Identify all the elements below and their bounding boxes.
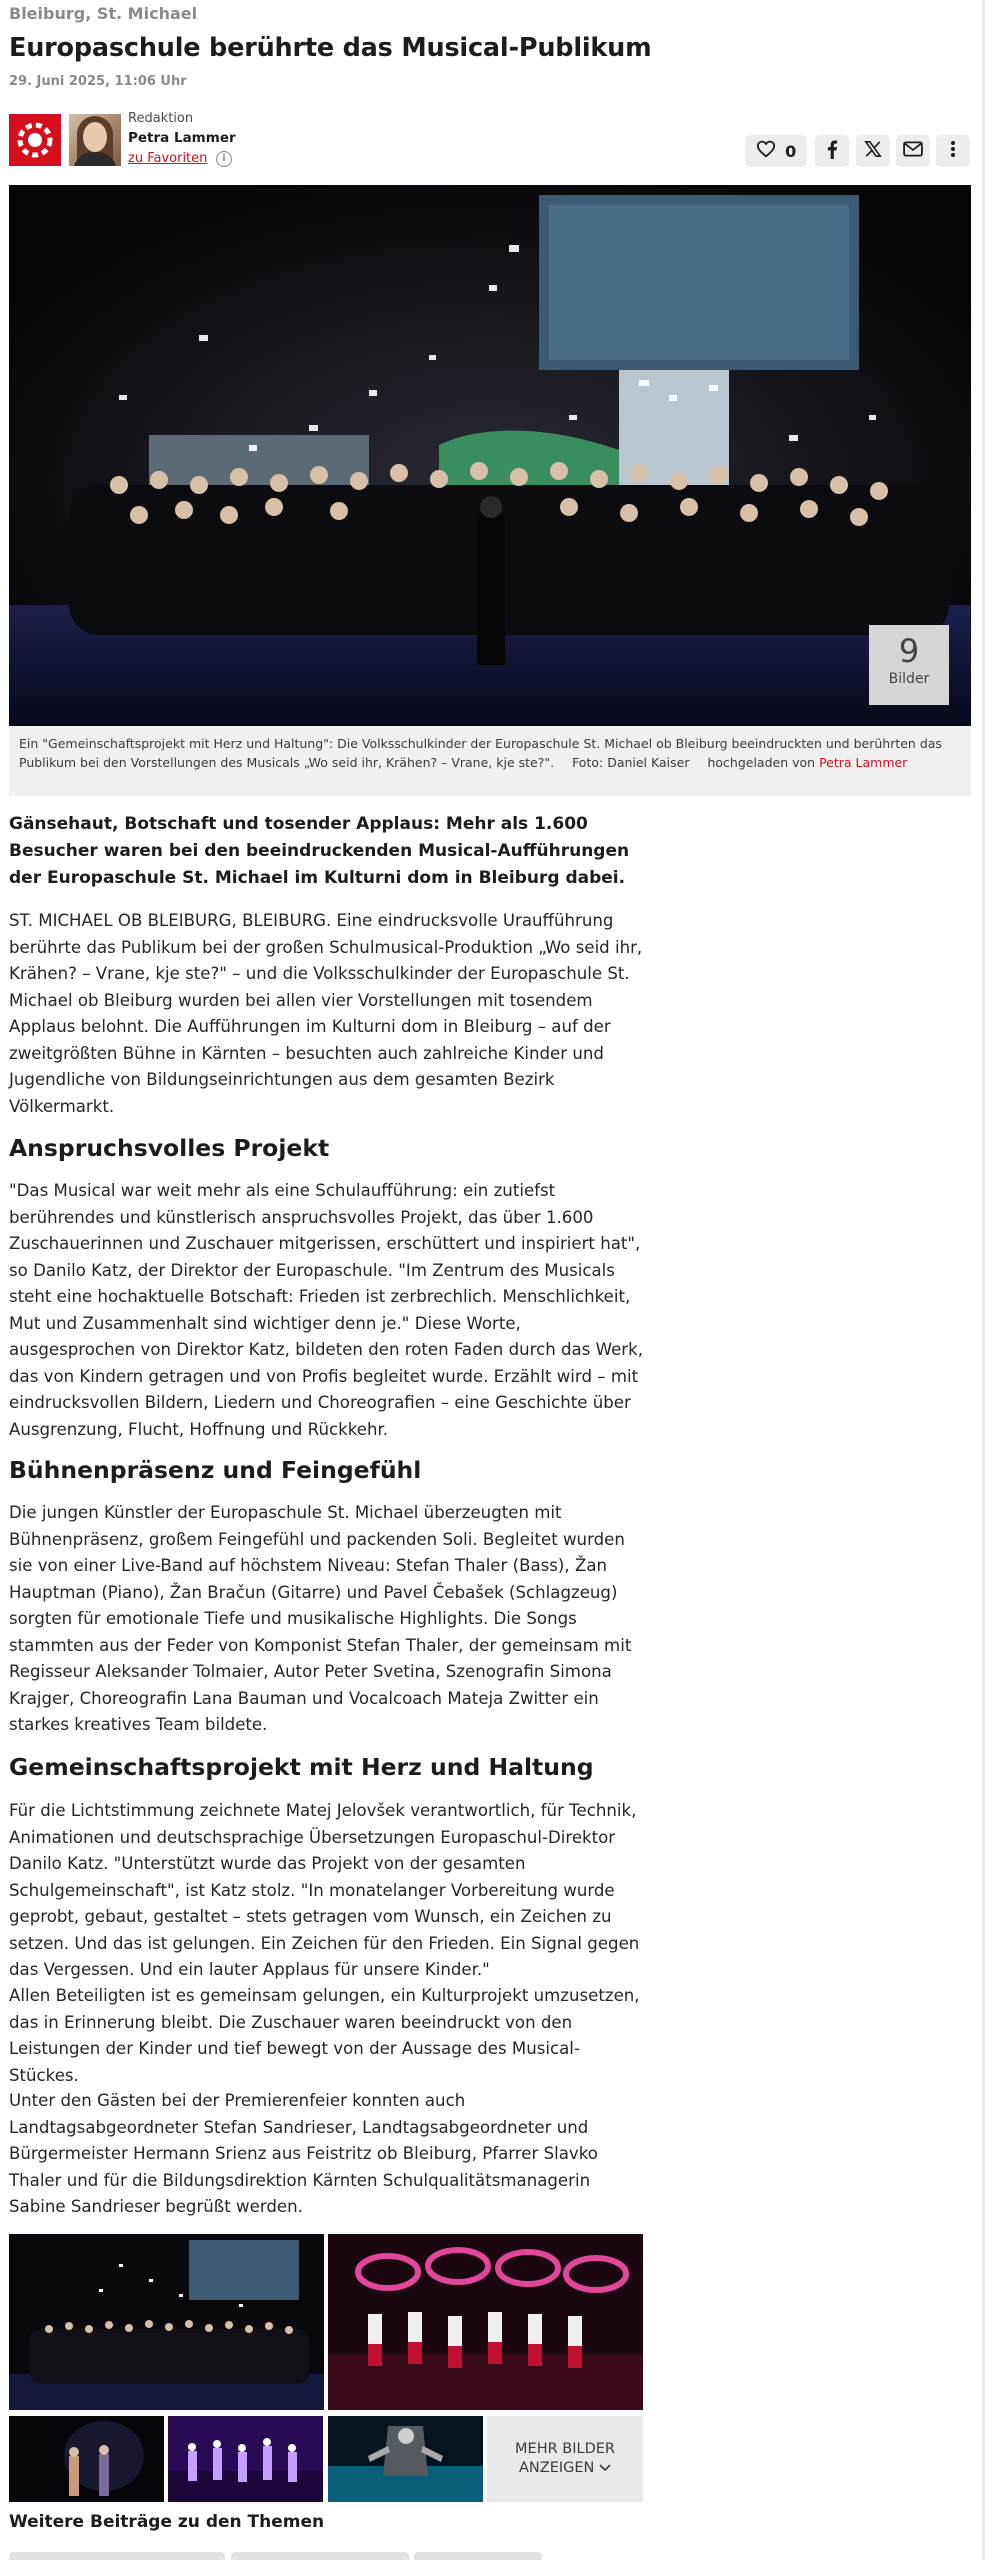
x-icon	[864, 140, 882, 162]
heart-icon	[756, 140, 776, 162]
gallery-count-badge[interactable]	[869, 625, 949, 705]
chevron-down-icon	[599, 2460, 611, 2476]
share-mail-button[interactable]	[896, 135, 930, 167]
article-kicker[interactable]: Bleiburg, St. Michael	[9, 4, 198, 23]
gallery-label: Bilder	[888, 671, 930, 687]
article-date: 29. Juni 2025, 11:06 Uhr	[9, 74, 187, 89]
like-button[interactable]	[745, 135, 807, 167]
further-articles-heading: Weitere Beiträge zu den Themen	[9, 2512, 325, 2532]
article-paragraph-1: ST. MICHAEL OB BLEIBURG, BLEIBURG. Eine eindrucksvolle Uraufführung berührte das Publikum bei der großen Schulmusical-Produktion „Wo seid ihr, Krähen? – Vrane, kje ste?" – und die Volksschulkinder der Europaschule St. Michael ob Bleiburg wurden bei allen vier Vorstellungen mit tosendem Applaus belohnt. Die Aufführungen im Kulturni dom in Bleiburg – auf der zweitgrößten Bühne in Kärnten – besuchten auch zahlreiche Kinder und Jugendliche von Bildungseinrichtungen aus dem gesamten Bezirk Völkermarkt.	[9, 911, 643, 1116]
uploader-link[interactable]: Petra Lammer	[819, 755, 908, 770]
more-options-button[interactable]	[936, 135, 970, 167]
show-more-photos-button[interactable]	[487, 2416, 643, 2502]
gallery-thumb-4[interactable]	[168, 2416, 323, 2502]
facebook-icon	[826, 139, 838, 163]
info-icon[interactable]: i	[216, 151, 232, 167]
topic-tag-3[interactable]	[414, 2552, 542, 2560]
section-heading-1: Anspruchsvolles Projekt	[9, 1134, 330, 1162]
section-heading-2: Bühnenpräsenz und Feingefühl	[9, 1456, 422, 1484]
image-caption	[9, 726, 971, 796]
topic-tag-2[interactable]	[231, 2552, 409, 2560]
mail-icon	[903, 141, 923, 161]
meinbezirk-logo-icon[interactable]	[9, 114, 61, 166]
topic-tag-1[interactable]	[9, 2552, 225, 2560]
gallery-thumb-2[interactable]	[328, 2234, 643, 2410]
more-photos-label-1: MEHR BILDER	[515, 2441, 615, 2457]
gallery-thumb-5[interactable]	[328, 2416, 483, 2502]
more-photos-label-2: ANZEIGEN	[519, 2460, 595, 2476]
gallery-count: 9	[898, 632, 920, 670]
article-paragraph-5: Allen Beteiligten ist es gemeinsam gelungen, ein Kulturprojekt umzusetzen, das in Erinnerung bleibt. Die Zuschauer waren beeindruckt von den Leistungen der Kinder und tief bewegt von der Aussage des Musical-Stückes.	[9, 1986, 640, 2085]
caption-text: Ein "Gemeinschaftsprojekt mit Herz und Haltung": Die Volksschulkinder der Europaschule St. Michael ob Bleiburg beeindruckten und berührten das Publikum bei den Vorstellungen des Musicals „Wo seid ihr, Krähen? – Vrane, kje ste?".	[19, 736, 942, 770]
share-x-button[interactable]	[856, 135, 890, 167]
gallery-thumb-3[interactable]	[9, 2416, 164, 2502]
article-paragraph-4: Für die Lichtstimmung zeichnete Matej Jelovšek verantwortlich, für Technik, Animationen und deutschsprachige Übersetzungen Europaschul-Direktor Danilo Katz. "Unterstützt wurde das Projekt von der gesamten Schulgemeinschaft", ist Katz stolz. "In monatelanger Vorbereitung wurde geprobt, gebaut, gestaltet – stets getragen vom Wunsch, ein Zeichen zu setzen. Und das ist gelungen. Ein Zeichen für den Frieden. Ein Signal gegen das Vergessen. Und ein lauter Applaus für unsere Kinder."	[9, 1801, 640, 1979]
article-paragraph-2: "Das Musical war weit mehr als eine Schulaufführung: ein zutiefst berührendes und künstlerisch anspruchsvolles Projekt, das über 1.600 Zuschauerinnen und Zuschauer mitgerissen, erschüttert und inspiriert hat", so Danilo Katz, der Direktor der Europaschule. "Im Zentrum des Musicals steht eine hochaktuelle Botschaft: Frieden ist zerbrechlich. Menschlichkeit, Mut und Zusammenhalt sind wichtiger denn je." Diese Worte, ausgesprochen von Direktor Katz, bildeten den roten Faden durch das Werk, das von Kindern getragen und von Profis begleitet wurde. Erzählt wird – mit eindrucksvollen Bildern, Liedern und Choreografien – eine Geschichte über Ausgrenzung, Flucht, Hoffnung und Rückkehr.	[9, 1181, 643, 1439]
like-count: 0	[785, 141, 797, 161]
section-heading-3: Gemeinschaftsprojekt mit Herz und Haltung	[9, 1753, 594, 1781]
photo-credit: Foto: Daniel Kaiser	[572, 755, 690, 770]
author-avatar[interactable]	[69, 114, 121, 166]
hero-image[interactable]	[9, 185, 971, 726]
author-role: Redaktion	[128, 111, 194, 126]
add-to-favorites-link[interactable]: zu Favoriten	[128, 151, 208, 166]
article-paragraph-3: Die jungen Künstler der Europaschule St. Michael überzeugten mit Bühnenpräsenz, großem Feingefühl und packenden Soli. Begleitet wurden sie von einer Live-Band auf höchstem Niveau: Stefan Thaler (Bass), Žan Hauptman (Piano), Žan Bračun (Gitarre) und Pavel Čebašek (Schlagzeug) sorgten für emotionale Tiefe und musikalische Highlights. Die Songs stammten aus der Feder von Komponist Stefan Thaler, der gemeinsam mit Regisseur Aleksander Tolmaier, Autor Peter Svetina, Szenografin Simona Krajger, Choreografin Lana Bauman und Vocalcoach Mateja Zwitter ein starkes kreatives Team bildete.	[9, 1503, 632, 1734]
more-vertical-icon	[950, 140, 956, 162]
article-paragraph-6: Unter den Gästen bei der Premierenfeier konnten auch Landtagsabgeordneter Stefan Sandrieser, Landtagsabgeordneter und Bürgermeister Hermann Srienz aus Feistritz ob Bleiburg, Pfarrer Slavko Thaler und für die Bildungsdirektion Kärnten Schulqualitätsmanagerin Sabine Sandrieser begrüßt werden.	[9, 2091, 598, 2216]
gallery-thumb-1[interactable]	[9, 2234, 324, 2410]
article-title: Europaschule berührte das Musical-Publikum	[9, 33, 652, 63]
article-lead: Gänsehaut, Botschaft und tosender Applaus: Mehr als 1.600 Besucher waren bei den beeindruckenden Musical-Aufführungen der Europaschule St. Michael im Kulturni dom in Bleiburg dabei.	[9, 814, 630, 888]
uploaded-by-label: hochgeladen von	[707, 755, 816, 770]
author-name[interactable]: Petra Lammer	[128, 130, 236, 146]
share-facebook-button[interactable]	[815, 135, 849, 167]
